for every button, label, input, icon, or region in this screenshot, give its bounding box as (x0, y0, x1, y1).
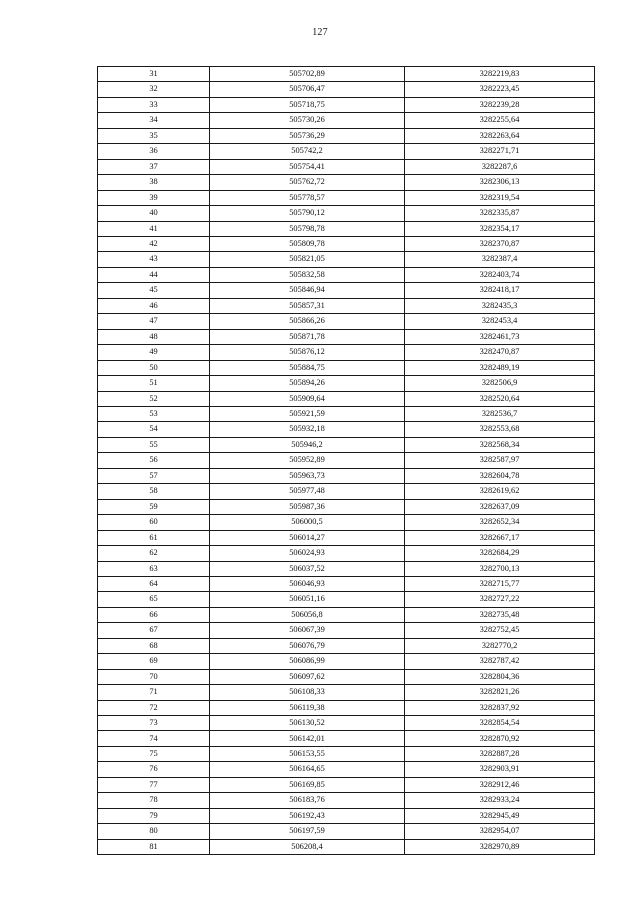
table-row (98, 654, 595, 669)
x-coordinate-cell: 506164,65 (210, 762, 405, 777)
x-coordinate-cell: 505778,57 (210, 190, 405, 205)
table-row (98, 777, 595, 792)
coordinates-table (97, 66, 595, 855)
point-number-cell: 38 (98, 175, 210, 190)
point-number-cell: 71 (98, 685, 210, 700)
point-number-cell: 53 (98, 406, 210, 421)
table-row (98, 190, 595, 205)
table-row (98, 82, 595, 97)
y-coordinate-cell: 3282945,49 (405, 808, 595, 823)
y-coordinate-cell: 3282435,3 (405, 298, 595, 313)
point-number-cell: 77 (98, 777, 210, 792)
y-coordinate-cell: 3282770,2 (405, 638, 595, 653)
x-coordinate-cell: 506183,76 (210, 793, 405, 808)
point-number-cell: 33 (98, 97, 210, 112)
point-number-cell: 45 (98, 283, 210, 298)
y-coordinate-cell: 3282587,97 (405, 453, 595, 468)
y-coordinate-cell: 3282335,87 (405, 206, 595, 221)
table-row (98, 793, 595, 808)
point-number-cell: 52 (98, 391, 210, 406)
x-coordinate-cell: 505706,47 (210, 82, 405, 97)
point-number-cell: 64 (98, 576, 210, 591)
x-coordinate-cell: 506056,8 (210, 607, 405, 622)
y-coordinate-cell: 3282912,46 (405, 777, 595, 792)
point-number-cell: 55 (98, 437, 210, 452)
x-coordinate-cell: 505963,73 (210, 468, 405, 483)
x-coordinate-cell: 505790,12 (210, 206, 405, 221)
point-number-cell: 57 (98, 468, 210, 483)
point-number-cell: 46 (98, 298, 210, 313)
x-coordinate-cell: 506000,5 (210, 515, 405, 530)
y-coordinate-cell: 3282553,68 (405, 422, 595, 437)
x-coordinate-cell: 505946,2 (210, 437, 405, 452)
x-coordinate-cell: 505932,18 (210, 422, 405, 437)
y-coordinate-cell: 3282536,7 (405, 406, 595, 421)
x-coordinate-cell: 505909,64 (210, 391, 405, 406)
table-row (98, 499, 595, 514)
x-coordinate-cell: 506051,16 (210, 592, 405, 607)
point-number-cell: 43 (98, 252, 210, 267)
point-number-cell: 79 (98, 808, 210, 823)
point-number-cell: 78 (98, 793, 210, 808)
y-coordinate-cell: 3282418,17 (405, 283, 595, 298)
x-coordinate-cell: 505832,58 (210, 267, 405, 282)
y-coordinate-cell: 3282652,34 (405, 515, 595, 530)
y-coordinate-cell: 3282970,89 (405, 839, 595, 854)
x-coordinate-cell: 506076,79 (210, 638, 405, 653)
table-row (98, 360, 595, 375)
x-coordinate-cell: 506153,55 (210, 746, 405, 761)
x-coordinate-cell: 506014,27 (210, 530, 405, 545)
y-coordinate-cell: 3282735,48 (405, 607, 595, 622)
x-coordinate-cell: 506046,93 (210, 576, 405, 591)
y-coordinate-cell: 3282354,17 (405, 221, 595, 236)
x-coordinate-cell: 505884,75 (210, 360, 405, 375)
table-row (98, 453, 595, 468)
x-coordinate-cell: 506130,52 (210, 716, 405, 731)
y-coordinate-cell: 3282715,77 (405, 576, 595, 591)
table-row (98, 716, 595, 731)
y-coordinate-cell: 3282461,73 (405, 329, 595, 344)
table-row (98, 685, 595, 700)
point-number-cell: 70 (98, 669, 210, 684)
y-coordinate-cell: 3282568,34 (405, 437, 595, 452)
y-coordinate-cell: 3282954,07 (405, 824, 595, 839)
point-number-cell: 41 (98, 221, 210, 236)
y-coordinate-cell: 3282604,78 (405, 468, 595, 483)
table-row (98, 808, 595, 823)
table-row (98, 437, 595, 452)
x-coordinate-cell: 505730,26 (210, 113, 405, 128)
table-row (98, 468, 595, 483)
table-row (98, 236, 595, 251)
table-row (98, 561, 595, 576)
table-row (98, 159, 595, 174)
y-coordinate-cell: 3282804,36 (405, 669, 595, 684)
x-coordinate-cell: 506119,38 (210, 700, 405, 715)
y-coordinate-cell: 3282223,45 (405, 82, 595, 97)
point-number-cell: 36 (98, 144, 210, 159)
point-number-cell: 50 (98, 360, 210, 375)
x-coordinate-cell: 505952,89 (210, 453, 405, 468)
y-coordinate-cell: 3282271,71 (405, 144, 595, 159)
y-coordinate-cell: 3282403,74 (405, 267, 595, 282)
y-coordinate-cell: 3282887,28 (405, 746, 595, 761)
table-row (98, 484, 595, 499)
y-coordinate-cell: 3282684,29 (405, 546, 595, 561)
y-coordinate-cell: 3282287,6 (405, 159, 595, 174)
point-number-cell: 74 (98, 731, 210, 746)
point-number-cell: 54 (98, 422, 210, 437)
y-coordinate-cell: 3282470,87 (405, 345, 595, 360)
y-coordinate-cell: 3282752,45 (405, 623, 595, 638)
y-coordinate-cell: 3282837,92 (405, 700, 595, 715)
table-row (98, 329, 595, 344)
table-row (98, 700, 595, 715)
x-coordinate-cell: 505798,78 (210, 221, 405, 236)
y-coordinate-cell: 3282821,26 (405, 685, 595, 700)
y-coordinate-cell: 3282370,87 (405, 236, 595, 251)
x-coordinate-cell: 505977,48 (210, 484, 405, 499)
table-row (98, 515, 595, 530)
point-number-cell: 40 (98, 206, 210, 221)
point-number-cell: 47 (98, 314, 210, 329)
x-coordinate-cell: 506108,33 (210, 685, 405, 700)
y-coordinate-cell: 3282933,24 (405, 793, 595, 808)
point-number-cell: 48 (98, 329, 210, 344)
x-coordinate-cell: 505736,29 (210, 128, 405, 143)
table-row (98, 113, 595, 128)
table-row (98, 406, 595, 421)
y-coordinate-cell: 3282239,28 (405, 97, 595, 112)
table-row (98, 638, 595, 653)
point-number-cell: 73 (98, 716, 210, 731)
y-coordinate-cell: 3282520,64 (405, 391, 595, 406)
table-row (98, 314, 595, 329)
x-coordinate-cell: 505702,89 (210, 67, 405, 82)
point-number-cell: 62 (98, 546, 210, 561)
y-coordinate-cell: 3282387,4 (405, 252, 595, 267)
point-number-cell: 81 (98, 839, 210, 854)
table-row (98, 97, 595, 112)
point-number-cell: 37 (98, 159, 210, 174)
table-row (98, 221, 595, 236)
y-coordinate-cell: 3282506,9 (405, 376, 595, 391)
x-coordinate-cell: 506067,39 (210, 623, 405, 638)
table-row (98, 576, 595, 591)
table-row (98, 422, 595, 437)
point-number-cell: 44 (98, 267, 210, 282)
point-number-cell: 35 (98, 128, 210, 143)
table-row (98, 669, 595, 684)
table-row (98, 128, 595, 143)
x-coordinate-cell: 506142,01 (210, 731, 405, 746)
x-coordinate-cell: 505987,36 (210, 499, 405, 514)
x-coordinate-cell: 505762,72 (210, 175, 405, 190)
x-coordinate-cell: 505821,05 (210, 252, 405, 267)
y-coordinate-cell: 3282700,13 (405, 561, 595, 576)
point-number-cell: 56 (98, 453, 210, 468)
x-coordinate-cell: 505876,12 (210, 345, 405, 360)
point-number-cell: 61 (98, 530, 210, 545)
table-row (98, 391, 595, 406)
point-number-cell: 75 (98, 746, 210, 761)
x-coordinate-cell: 505846,94 (210, 283, 405, 298)
table-row (98, 762, 595, 777)
y-coordinate-cell: 3282319,54 (405, 190, 595, 205)
table-row (98, 530, 595, 545)
point-number-cell: 51 (98, 376, 210, 391)
table-row (98, 252, 595, 267)
y-coordinate-cell: 3282870,92 (405, 731, 595, 746)
y-coordinate-cell: 3282619,62 (405, 484, 595, 499)
y-coordinate-cell: 3282854,54 (405, 716, 595, 731)
y-coordinate-cell: 3282255,64 (405, 113, 595, 128)
table-row (98, 267, 595, 282)
point-number-cell: 60 (98, 515, 210, 530)
y-coordinate-cell: 3282903,91 (405, 762, 595, 777)
y-coordinate-cell: 3282637,09 (405, 499, 595, 514)
x-coordinate-cell: 505871,78 (210, 329, 405, 344)
table-row (98, 298, 595, 313)
x-coordinate-cell: 505742,2 (210, 144, 405, 159)
point-number-cell: 69 (98, 654, 210, 669)
y-coordinate-cell: 3282727,22 (405, 592, 595, 607)
point-number-cell: 65 (98, 592, 210, 607)
y-coordinate-cell: 3282263,64 (405, 128, 595, 143)
point-number-cell: 32 (98, 82, 210, 97)
point-number-cell: 34 (98, 113, 210, 128)
x-coordinate-cell: 505857,31 (210, 298, 405, 313)
point-number-cell: 59 (98, 499, 210, 514)
table-row (98, 746, 595, 761)
x-coordinate-cell: 506037,52 (210, 561, 405, 576)
x-coordinate-cell: 506192,43 (210, 808, 405, 823)
table-row (98, 731, 595, 746)
x-coordinate-cell: 505894,26 (210, 376, 405, 391)
point-number-cell: 63 (98, 561, 210, 576)
x-coordinate-cell: 506169,85 (210, 777, 405, 792)
table-row (98, 283, 595, 298)
table-row (98, 175, 595, 190)
x-coordinate-cell: 506197,59 (210, 824, 405, 839)
y-coordinate-cell: 3282219,83 (405, 67, 595, 82)
y-coordinate-cell: 3282787,42 (405, 654, 595, 669)
table-row (98, 623, 595, 638)
point-number-cell: 31 (98, 67, 210, 82)
y-coordinate-cell: 3282306,13 (405, 175, 595, 190)
table-row (98, 839, 595, 854)
y-coordinate-cell: 3282453,4 (405, 314, 595, 329)
point-number-cell: 42 (98, 236, 210, 251)
point-number-cell: 67 (98, 623, 210, 638)
table-row (98, 67, 595, 82)
point-number-cell: 68 (98, 638, 210, 653)
page-number: 127 (312, 27, 328, 38)
point-number-cell: 72 (98, 700, 210, 715)
table-row (98, 607, 595, 622)
x-coordinate-cell: 505718,75 (210, 97, 405, 112)
table-row (98, 345, 595, 360)
table-row (98, 546, 595, 561)
point-number-cell: 49 (98, 345, 210, 360)
point-number-cell: 58 (98, 484, 210, 499)
x-coordinate-cell: 506086,99 (210, 654, 405, 669)
x-coordinate-cell: 505866,26 (210, 314, 405, 329)
table-row (98, 206, 595, 221)
x-coordinate-cell: 505754,41 (210, 159, 405, 174)
point-number-cell: 39 (98, 190, 210, 205)
x-coordinate-cell: 506097,62 (210, 669, 405, 684)
point-number-cell: 76 (98, 762, 210, 777)
x-coordinate-cell: 505809,78 (210, 236, 405, 251)
table-row (98, 144, 595, 159)
y-coordinate-cell: 3282667,17 (405, 530, 595, 545)
x-coordinate-cell: 506024,93 (210, 546, 405, 561)
table-row (98, 824, 595, 839)
x-coordinate-cell: 506208,4 (210, 839, 405, 854)
y-coordinate-cell: 3282489,19 (405, 360, 595, 375)
coordinates-table-body (98, 67, 595, 855)
point-number-cell: 80 (98, 824, 210, 839)
x-coordinate-cell: 505921,59 (210, 406, 405, 421)
table-row (98, 592, 595, 607)
point-number-cell: 66 (98, 607, 210, 622)
table-row (98, 376, 595, 391)
